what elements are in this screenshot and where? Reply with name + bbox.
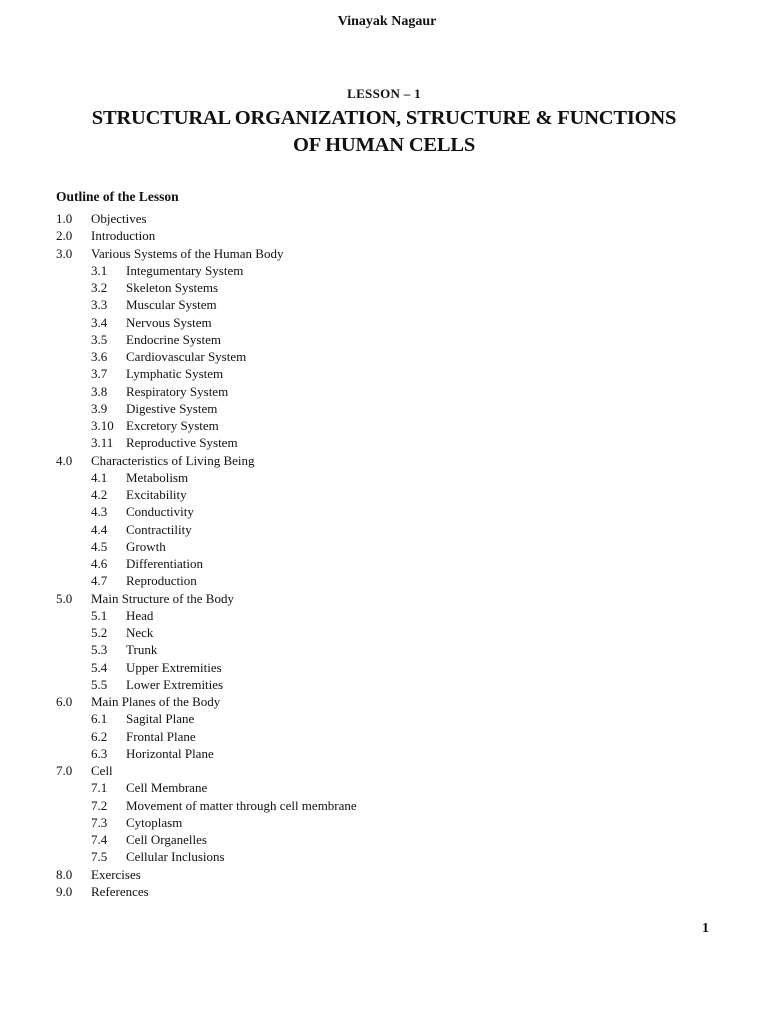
outline-item-number: 6.0 [56, 694, 73, 709]
outline-item-label: Cell [91, 763, 113, 778]
outline-item-label: Introduction [91, 228, 156, 244]
outline-item-label: Excitability [126, 487, 187, 502]
outline-item-number: 4.7 [91, 573, 108, 589]
outline-item-label: Nervous System [126, 314, 212, 330]
outline-item-label: Skeleton Systems [126, 280, 219, 295]
outline-item-number: 3.2 [91, 280, 108, 295]
outline-item-label: Cell Membrane [126, 780, 208, 796]
outline-item-label: Movement of matter through cell membrane [126, 797, 357, 813]
outline-item-label: Reproduction [126, 573, 197, 589]
outline-item-number: 4.2 [91, 487, 108, 502]
page-header-author: Vinayak Nagaur [337, 14, 437, 29]
outline-item-label: Excretory System [126, 418, 219, 433]
outline-item-number: 7.5 [91, 849, 108, 865]
outline-item-label: Objectives [91, 211, 147, 226]
outline-item-label: Endocrine System [126, 331, 221, 347]
lesson-title [40, 105, 728, 159]
outline-item-label: Contractility [126, 521, 192, 537]
outline-item-label: Muscular System [126, 297, 217, 313]
outline-item-label: Head [126, 607, 154, 623]
lesson-title-line-1: STRUCTURAL ORGANIZATION, STRUCTURE & FUNCTIONS [91, 107, 677, 129]
outline-item-number: 4.1 [91, 469, 108, 485]
outline-item-label: Metabolism [126, 469, 189, 485]
outline-item-number: 5.4 [91, 659, 108, 675]
outline-item-number: 2.0 [56, 228, 73, 244]
outline-item-number: 1.0 [56, 211, 73, 226]
outline-item-number: 5.1 [91, 607, 108, 623]
outline-item-label: Main Planes of the Body [91, 694, 221, 709]
outline-item-number: 3.3 [91, 297, 108, 313]
outline-item-number: 3.0 [56, 245, 73, 261]
outline-item-label: Cell Organelles [126, 832, 207, 847]
outline-item-number: 5.5 [91, 676, 108, 692]
outline-item-label: Exercises [91, 866, 141, 882]
outline-item-number: 3.8 [91, 383, 108, 399]
page-number: 1 [702, 921, 709, 936]
outline-item-number: 5.3 [91, 642, 108, 658]
outline-item-number: 3.7 [91, 366, 108, 382]
outline-item-number: 7.2 [91, 797, 108, 813]
outline-item-number: 9.0 [56, 883, 73, 899]
outline-item-number: 7.4 [91, 832, 108, 847]
outline-item-label: Reproductive System [126, 435, 238, 451]
outline-item-number: 6.2 [91, 728, 108, 744]
outline-item-number: 5.2 [91, 625, 108, 640]
outline-item-label: Conductivity [126, 504, 194, 520]
outline-item-label: Cytoplasm [126, 814, 183, 830]
outline-item-label: Cellular Inclusions [126, 849, 225, 865]
outline-item-number: 4.3 [91, 504, 108, 520]
outline-item-number: 3.9 [91, 400, 108, 416]
outline-heading: Outline of the Lesson [56, 189, 179, 204]
outline-item-number: 7.1 [91, 780, 108, 796]
outline-item-label: Differentiation [126, 556, 204, 571]
outline-item-number: 3.5 [91, 331, 108, 347]
outline-item-number: 4.5 [91, 538, 108, 554]
outline-item-label: Respiratory System [126, 383, 229, 399]
outline-item-label: Integumentary System [126, 262, 244, 278]
outline-item-number: 3.10 [91, 418, 114, 433]
lesson-label: LESSON – 1 [347, 86, 421, 101]
outline-item-label: Sagital Plane [126, 711, 195, 727]
outline-item-number: 7.0 [56, 763, 73, 778]
outline-item-number: 3.1 [91, 262, 108, 278]
outline-item-label: Lower Extremities [126, 676, 224, 692]
outline-item-number: 4.6 [91, 556, 108, 571]
lesson-title-line-2: OF HUMAN CELLS [292, 134, 476, 156]
outline-item-label: Characteristics of Living Being [91, 452, 255, 468]
outline-item-number: 5.0 [56, 590, 73, 606]
outline-item-number: 6.1 [91, 711, 108, 727]
outline-item-number: 4.0 [56, 452, 73, 468]
outline-item-label: Digestive System [126, 400, 218, 416]
outline-item-label: Growth [126, 538, 166, 554]
outline-item-label: Upper Extremities [126, 659, 222, 675]
outline-item-label: Cardiovascular System [126, 349, 247, 364]
outline-item-number: 6.3 [91, 745, 108, 761]
outline-item-number: 7.3 [91, 814, 108, 830]
outline-item-number: 3.11 [91, 435, 114, 451]
outline-item-label: Frontal Plane [126, 728, 196, 744]
outline-item-number: 4.4 [91, 521, 108, 537]
outline-item-label: Neck [126, 625, 154, 640]
outline-item-number: 3.4 [91, 314, 108, 330]
outline-item-label: Horizontal Plane [126, 745, 214, 761]
outline-item-label: Various Systems of the Human Body [91, 245, 284, 261]
outline-item-label: Trunk [126, 642, 158, 658]
outline-item-number: 8.0 [56, 866, 73, 882]
outline-item-label: Main Structure of the Body [91, 590, 234, 606]
outline-item-number: 3.6 [91, 349, 108, 364]
outline-item-label: Lymphatic System [126, 366, 224, 382]
outline-item-label: References [91, 883, 149, 899]
